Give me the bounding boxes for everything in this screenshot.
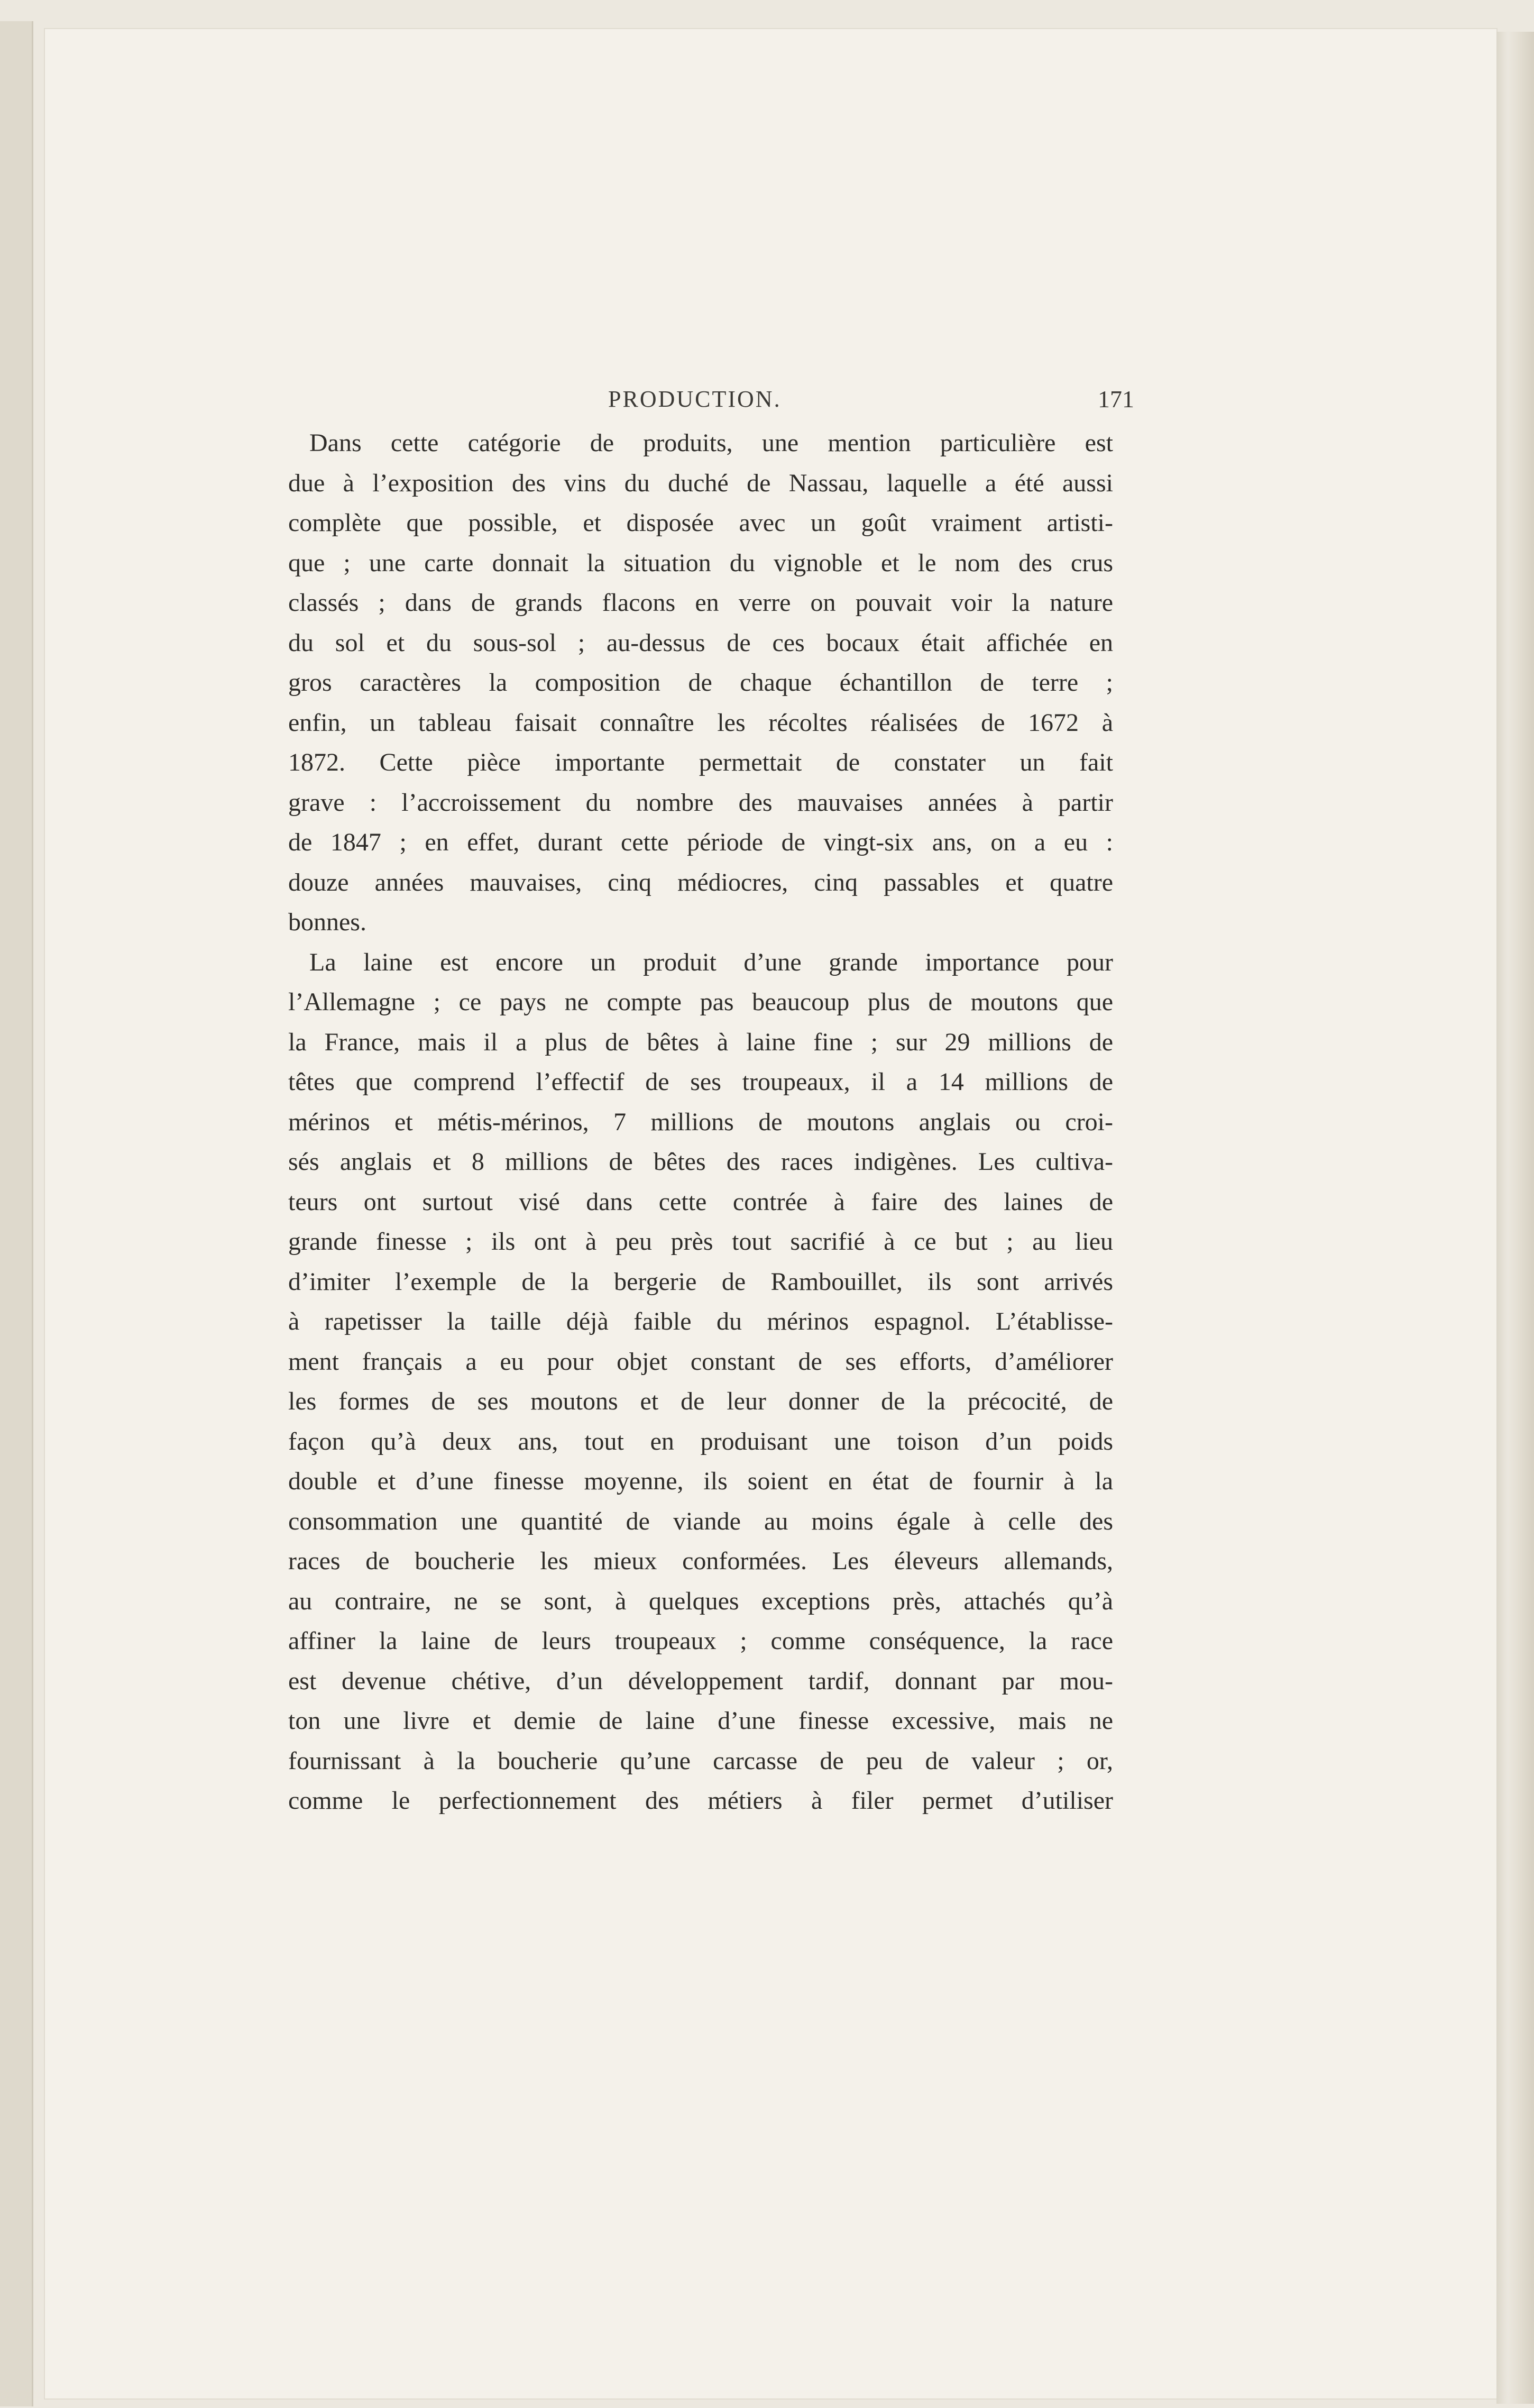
text-line: affiner la laine de leurs troupeaux ; comme conséquence, la race xyxy=(288,1627,1113,1655)
text-line: grande finesse ; ils ont à peu près tout sacrifié à ce but ; au lieu xyxy=(288,1228,1113,1256)
left-page-edge xyxy=(0,21,33,2406)
paragraph xyxy=(288,423,1113,942)
text-line: enfin, un tableau faisait connaître les récoltes réalisées de 1672 à xyxy=(288,708,1113,737)
text-line: complète que possible, et disposée avec un goût vraiment artisti- xyxy=(288,509,1113,537)
text-line: bonnes. xyxy=(288,908,366,936)
text-line: au contraire, ne se sont, à quelques exceptions près, attachés qu’à xyxy=(288,1587,1113,1615)
right-page-edge xyxy=(1496,32,1534,2404)
text-line: 1872. Cette pièce importante permettait de constater un fait xyxy=(288,748,1113,776)
text-line: de 1847 ; en effet, durant cette période de vingt-six ans, on a eu : xyxy=(288,828,1113,856)
text-line: à rapetisser la taille déjà faible du mérinos espagnol. L’établisse- xyxy=(288,1307,1113,1335)
text-line: l’Allemagne ; ce pays ne compte pas beaucoup plus de moutons que xyxy=(288,988,1113,1016)
paragraph xyxy=(288,942,1113,1821)
text-line: est devenue chétive, d’un développement tardif, donnant par mou- xyxy=(288,1667,1113,1695)
text-line: due à l’exposition des vins du duché de Nassau, laquelle a été aussi xyxy=(288,469,1113,497)
text-line: têtes que comprend l’effectif de ses troupeaux, il a 14 millions de xyxy=(288,1068,1113,1096)
text-line: du sol et du sous-sol ; au-dessus de ces bocaux était affichée en xyxy=(288,628,1113,657)
text-line: double et d’une finesse moyenne, ils soient en état de fournir à la xyxy=(288,1467,1113,1495)
body-text xyxy=(288,423,1113,1821)
text-line: les formes de ses moutons et de leur donner de la précocité, de xyxy=(288,1387,1113,1415)
text-line: teurs ont surtout visé dans cette contrée à faire des laines de xyxy=(288,1187,1113,1216)
text-line: la France, mais il a plus de bêtes à laine fine ; sur 29 millions de xyxy=(288,1028,1113,1056)
text-line: d’imiter l’exemple de la bergerie de Rambouillet, ils sont arrivés xyxy=(288,1267,1113,1296)
text-line: mérinos et métis-mérinos, 7 millions de moutons anglais ou croi- xyxy=(288,1107,1113,1136)
text-line: La laine est encore un produit d’une grande importance pour xyxy=(309,948,1113,976)
text-line: consommation une quantité de viande au moins égale à celle des xyxy=(288,1507,1113,1535)
text-line: que ; une carte donnait la situation du vignoble et le nom des crus xyxy=(288,548,1113,577)
text-line: fournissant à la boucherie qu’une carcasse de peu de valeur ; or, xyxy=(288,1746,1113,1775)
text-line: comme le perfectionnement des métiers à filer permet d’utiliser xyxy=(288,1787,1113,1815)
text-line: races de boucherie les mieux conformées. Les éleveurs allemands, xyxy=(288,1547,1113,1575)
text-line: ton une livre et demie de laine d’une finesse excessive, mais ne xyxy=(288,1707,1113,1735)
text-line: gros caractères la composition de chaque échantillon de terre ; xyxy=(288,669,1113,697)
running-title: PRODUCTION. xyxy=(608,386,782,412)
text-line: Dans cette catégorie de produits, une mention particulière est xyxy=(309,429,1113,457)
text-line: sés anglais et 8 millions de bêtes des races indigènes. Les cultiva- xyxy=(288,1148,1113,1176)
text-line: classés ; dans de grands flacons en verre on pouvait voir la nature xyxy=(288,589,1113,617)
text-line: façon qu’à deux ans, tout en produisant une toison d’un poids xyxy=(288,1427,1113,1455)
text-line: ment français a eu pour objet constant de ses efforts, d’améliorer xyxy=(288,1347,1113,1376)
text-line: douze années mauvaises, cinq médiocres, cinq passables et quatre xyxy=(288,868,1113,896)
page-number: 171 xyxy=(1098,386,1134,413)
text-line: grave : l’accroissement du nombre des mauvaises années à partir xyxy=(288,788,1113,817)
page-header xyxy=(288,381,1134,418)
